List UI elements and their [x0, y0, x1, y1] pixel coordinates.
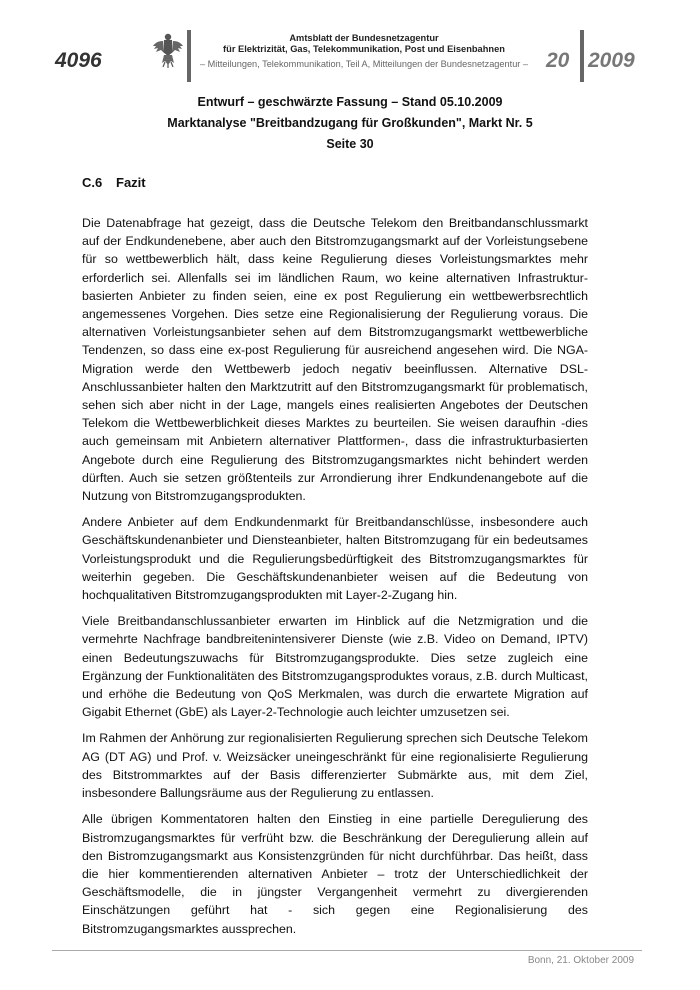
federal-eagle-icon [152, 32, 184, 68]
gazette-title: Amtsblatt der Bundesnetzagentur [289, 33, 439, 43]
draft-header [60, 92, 640, 155]
section-heading [82, 175, 146, 190]
paragraph: Die Datenabfrage hat gezeigt, dass die Deutsche Telekom den Breitbandanschlussmarkt auf der Endkundenebene, aber auch den Bitstromzugangsmarkt auf der Vorleistungsebene für so wettbewerblich hält, dass keine Regulierung dieses Vorleistungsmarktes mehr erforderlich sei. Allenfalls sei im ländlichen Raum, wo keine alternativen Infrastruktur-basierten Anbieter zu finden seien, eine ex post Regulierung ein wettbewerbsrechtlich angemessenes Vorgehen. Dies setze eine Regionalisierung der Regulierung voraus. Die alternativen Vorleistungsanbieter sehen auf dem Bitstromzugangsmarkt wettbewerbliche Tendenzen, so dass eine ex-post Regulierung für ausreichend angesehen wird. Die NGA-Migration werde den Wettbewerb jedoch negativ beeinflussen. Alternative DSL-Anschlussanbieter halten den Marktzutritt auf den Bitstromzugangsmarkt für problematisch, sehen sich aber nicht in der Lage, mangels eines realisierten Angebotes der Deutschen Telekom die Wettbewerblichkeit dieses Marktes zu beurteilen. Sie weisen daraufhin -dies auch gemeinsam mit Anbietern alternativer Plattformen-, dass die infrastrukturbasierten Angebote durch eine Regulierung des Bitstromzugangsmarktes nicht behindert werden dürften. Auch sie setzen größtenteils zur Arrondierung ihrer Endkundenangebote auf die Nutzung von Bitstromzugangsprodukten. [82, 216, 588, 504]
paragraph: Im Rahmen der Anhörung zur regionalisierten Regulierung sprechen sich Deutsche Telekom AG (DT AG) und Prof. v. Weizsäcker uneingeschränkt für eine regionalisierte Regulierung des Bitstrommarktes auf der Basis differenzierter Submärkte aus, mit dem Ziel, insbesondere Ballungsräume aus der Regulierung zu entlassen. [82, 731, 588, 801]
draft-page: Seite 30 [326, 137, 374, 151]
header-divider-right [580, 30, 584, 82]
gazette-subtitle: für Elektrizität, Gas, Telekommunikation, Post und Eisenbahnen [223, 44, 505, 54]
body-text [82, 214, 588, 946]
section-title: Fazit [116, 175, 146, 190]
draft-status: Entwurf – geschwärzte Fassung – Stand 05.10.2009 [197, 95, 503, 109]
paragraph: Andere Anbieter auf dem Endkundenmarkt für Breitbandanschlüsse, insbesondere auch Geschäftskundenanbieter und Diensteanbieter, halten Bitstromzugang für ein bedeutsames Vorleistungsprodukt und die Regulierungsbedürftigkeit des Bitstromzugangsmarktes für weiterhin gegeben. Die Geschäftskundenanbieter weisen auf die Bedeutung von hochqualitativen Bitstromzugangsprodukten mit Layer-2-Zugang hin. [82, 515, 588, 603]
footer-divider [52, 950, 642, 951]
gazette-header [190, 33, 538, 70]
gazette-section: – Mitteilungen, Telekommunikation, Teil A, Mitteilungen der Bundesnetzagentur – [199, 59, 529, 69]
page-number: 4096 [55, 49, 102, 72]
paragraph: Viele Breitbandanschlussanbieter erwarten im Hinblick auf die Netzmigration und die vermehrte Nachfrage bandbreitenintensiverer Dienste (wie z.B. Video on Demand, IPTV) einen Bedeutungszuwachs für Bitstromzugangsprodukte. Dies setze zugleich eine Ergänzung der Funktionalitäten des Bitstromzugangsproduktes voraus, z.B. durch Multicast, und erhöhe die Bedeutung von QoS Merkmalen, was durch die erwartete Migration auf Gigabit Ethernet (GbE) als Layer-2-Technologie auch leichter umzusetzen sei. [82, 614, 588, 720]
footer-date: Bonn, 21. Oktober 2009 [527, 955, 634, 966]
section-number: C.6 [82, 175, 103, 190]
paragraph: Alle übrigen Kommentatoren halten den Einstieg in eine partielle Deregulierung des Bistromzugangsmarktes für verfrüht bzw. die Beschränkung der Deregulierung allein auf den Bistromzugangsmarkt aus Konsistenzgründen für nicht durchführbar. Das heißt, dass die hier kommentierenden alternativen Anbieter – trotz der Unterschiedlichkeit der Geschäftsmodelle, die in jüngster Vergangenheit vermehrt zu divergierenden Einschätzungen geführt hat - sich gegen eine Regionalisierung des Bitstromzugangsmarktes aussprechen. [82, 812, 588, 936]
issue-number: 20 [546, 49, 570, 72]
draft-market: Marktanalyse "Breitbandzugang für Großkunden", Markt Nr. 5 [167, 116, 533, 130]
issue-year: 2009 [588, 49, 635, 72]
